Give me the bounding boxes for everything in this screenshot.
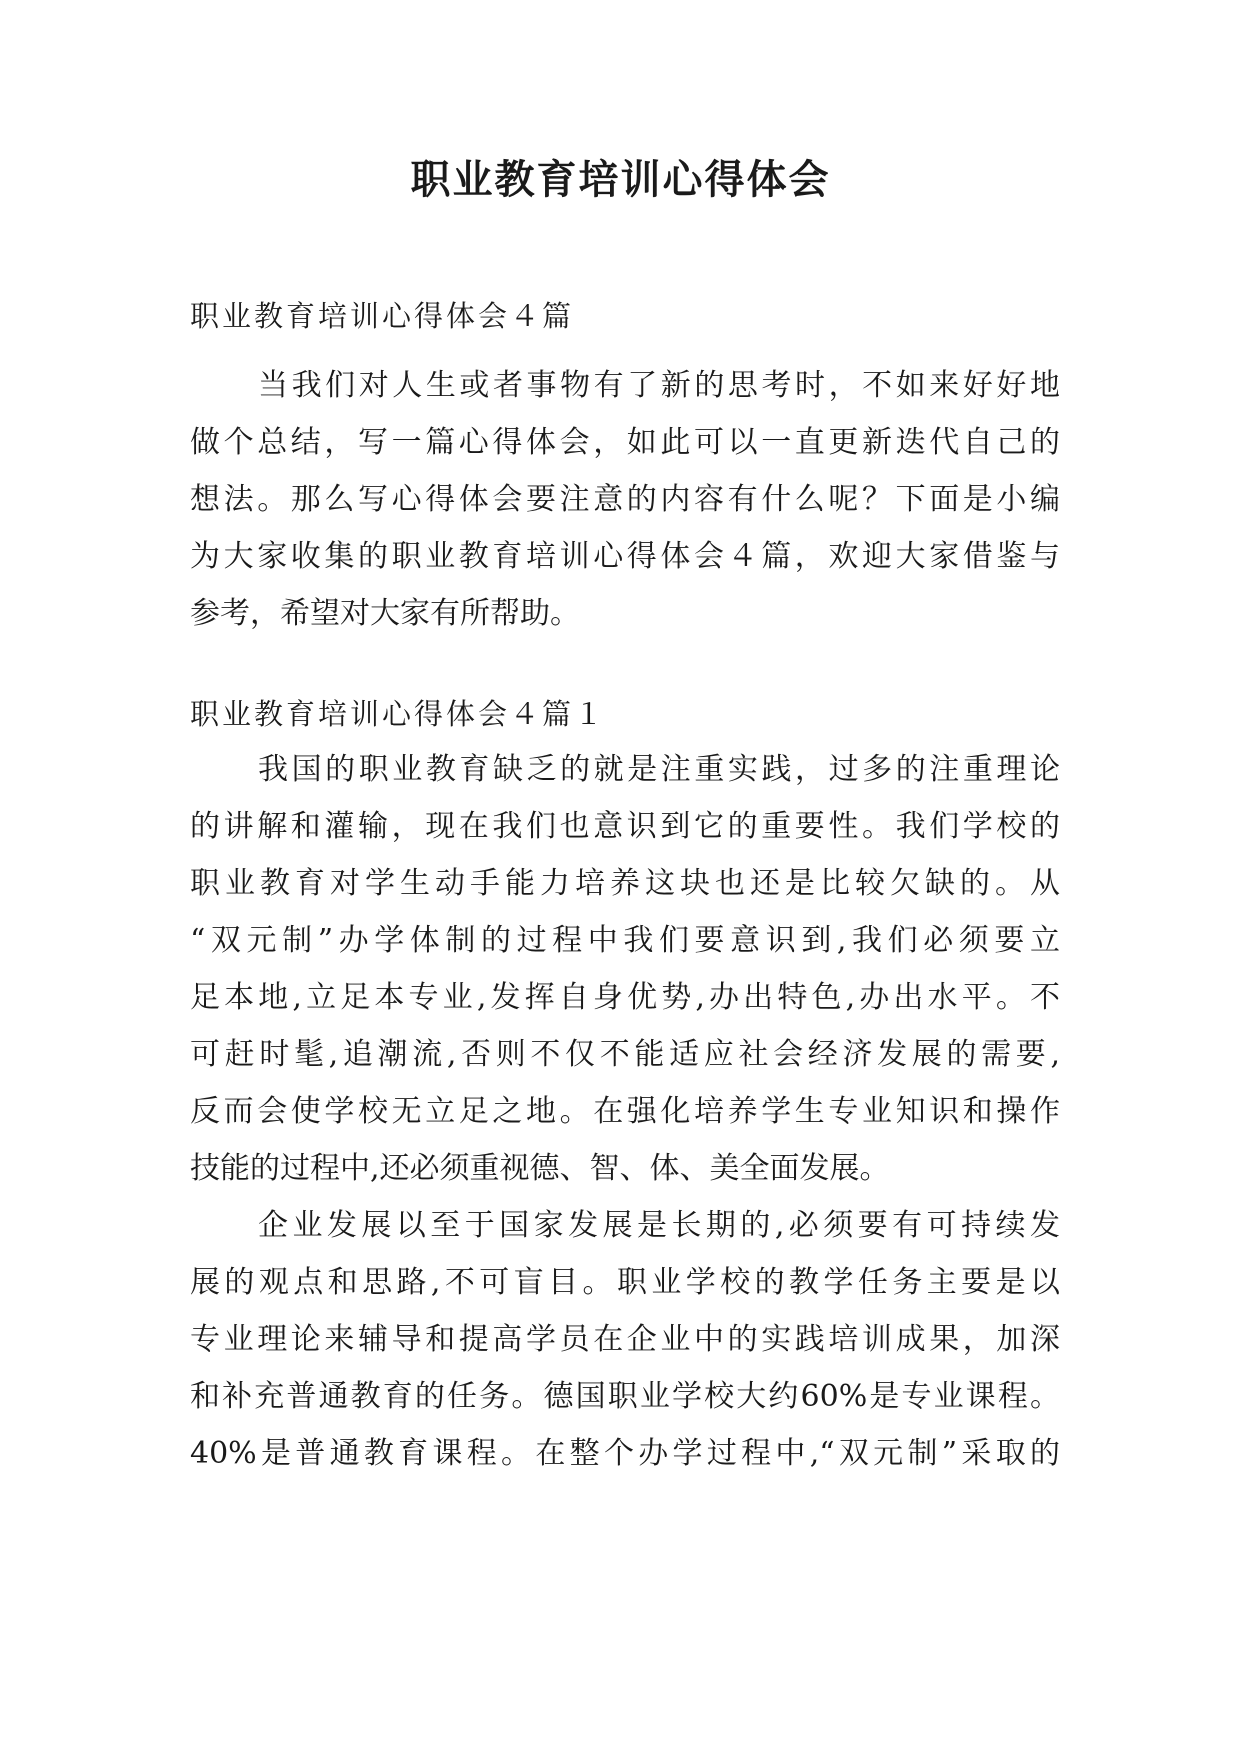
body-line: 我国的职业教育缺乏的就是注重实践，过多的注重理论: [258, 752, 1060, 787]
intro-line: 想法。那么写心得体会要注意的内容有什么呢？下面是小编: [190, 482, 1060, 517]
body-line: 反而会使学校无立足之地。在强化培养学生专业知识和操作: [190, 1094, 1060, 1129]
body-line: 企业发展以至于国家发展是长期的,必须要有可持续发: [258, 1208, 1060, 1243]
intro-line: 参考，希望对大家有所帮助。: [190, 596, 580, 631]
body-line: 职业教育对学生动手能力培养这块也还是比较欠缺的。从: [190, 866, 1060, 901]
intro-line: 为大家收集的职业教育培训心得体会４篇，欢迎大家借鉴与: [190, 539, 1060, 574]
body-line: “双元制”办学体制的过程中我们要意识到,我们必须要立: [190, 923, 1060, 958]
body-line: 40%是普通教育课程。在整个办学过程中,“双元制”采取的: [190, 1436, 1060, 1471]
body-line: 专业理论来辅导和提高学员在企业中的实践培训成果，加深: [190, 1322, 1060, 1357]
body-line: 可赶时髦,追潮流,否则不仅不能适应社会经济发展的需要,: [190, 1037, 1060, 1072]
body-line: 的讲解和灌输，现在我们也意识到它的重要性。我们学校的: [190, 809, 1060, 844]
intro-line: 当我们对人生或者事物有了新的思考时，不如来好好地: [258, 368, 1060, 403]
body-line: 和补充普通教育的任务。德国职业学校大约60%是专业课程。: [190, 1379, 1060, 1414]
body-line: 展的观点和思路,不可盲目。职业学校的教学任务主要是以: [190, 1265, 1060, 1300]
page-title: 职业教育培训心得体会: [410, 156, 831, 203]
document-subtitle: 职业教育培训心得体会４篇: [190, 299, 575, 333]
body-line: 足本地,立足本专业,发挥自身优势,办出特色,办出水平。不: [190, 980, 1060, 1015]
body-line: 技能的过程中,还必须重视德、智、体、美全面发展。: [190, 1151, 890, 1186]
section-heading: 职业教育培训心得体会４篇１: [190, 697, 607, 731]
intro-line: 做个总结，写一篇心得体会，如此可以一直更新迭代自己的: [190, 425, 1060, 460]
